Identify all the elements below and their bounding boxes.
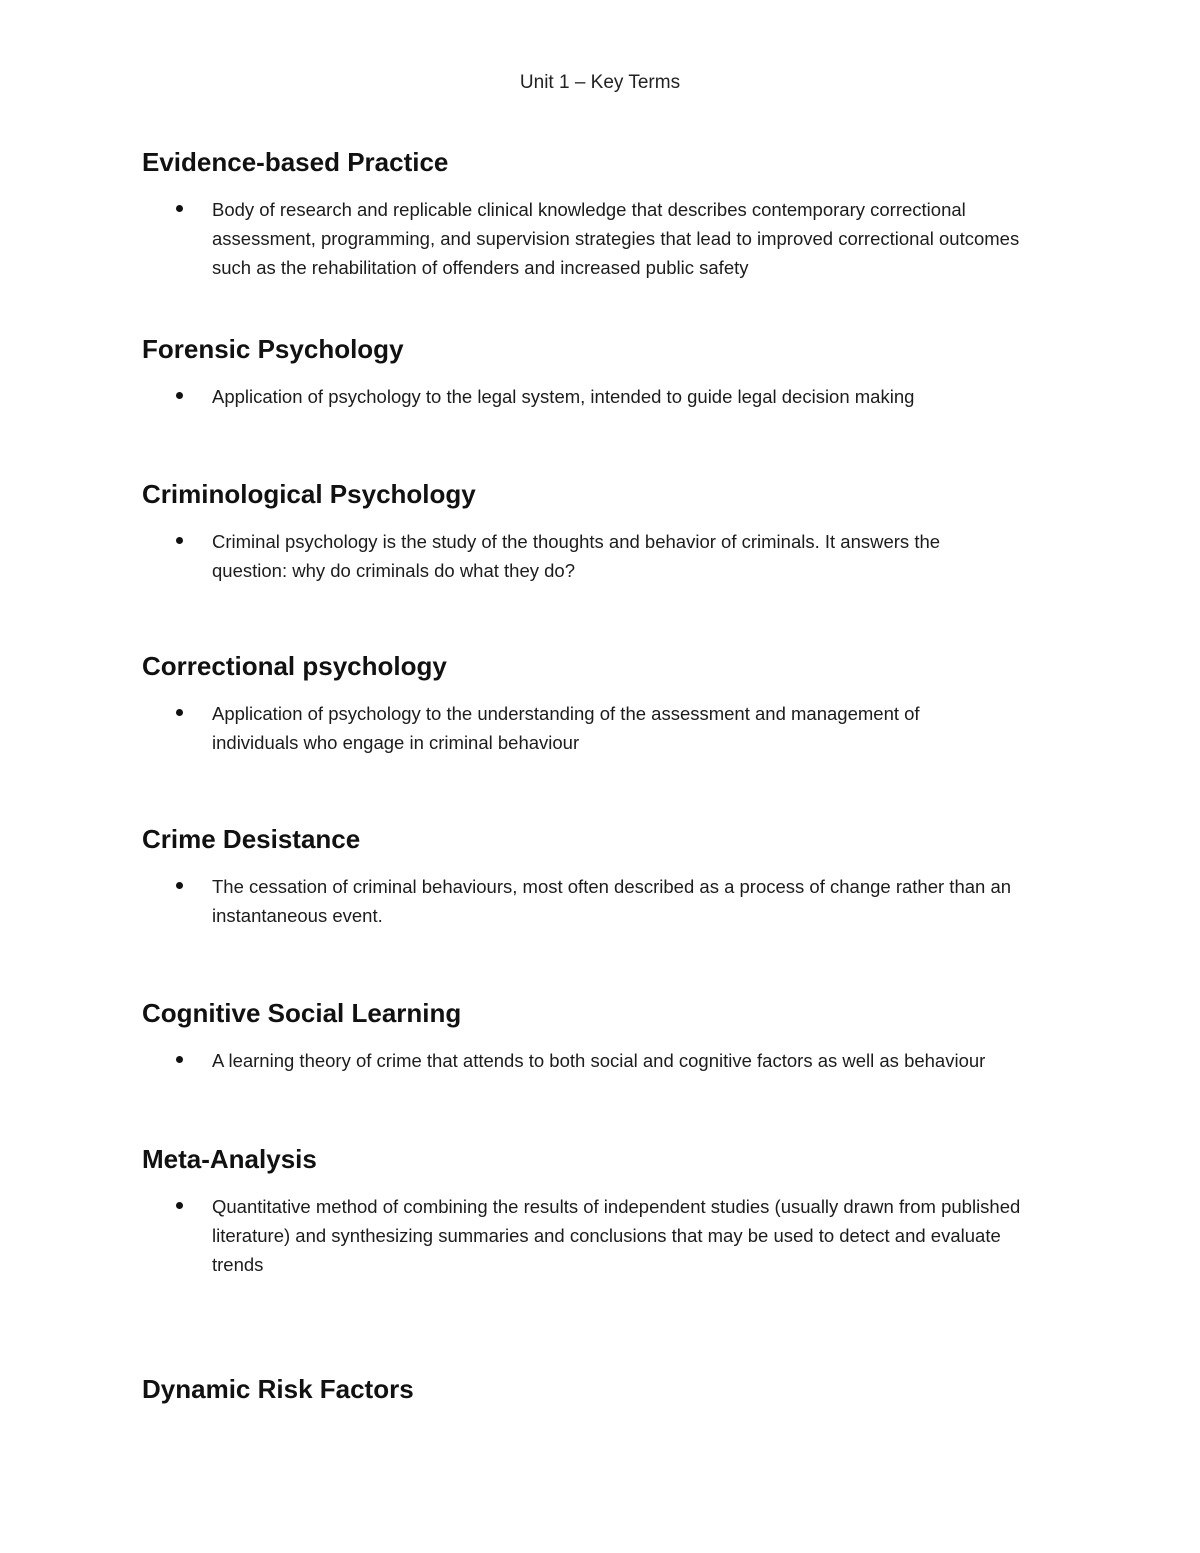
term-heading: Forensic Psychology xyxy=(142,334,404,364)
definition-item xyxy=(142,1046,1082,1075)
definition-list xyxy=(142,699,1082,757)
definition-text: Body of research and replicable clinical knowledge that describes contemporary correctional assessment, programming, and supervision strategies that lead to improved correctional outcomes such as the rehabilitation of offenders and increased public safety xyxy=(212,199,1020,278)
definition-text: Application of psychology to the legal system, intended to guide legal decision making xyxy=(212,386,915,407)
term-heading: Criminological Psychology xyxy=(142,479,476,509)
bullet-icon xyxy=(176,537,183,544)
term-correctional-psychology xyxy=(142,650,1082,757)
term-dynamic-risk-factors xyxy=(142,1373,1082,1405)
definition-item xyxy=(142,872,1072,930)
bullet-icon xyxy=(176,392,183,399)
bullet-icon xyxy=(176,1202,183,1209)
bullet-icon xyxy=(176,709,183,716)
term-heading: Evidence-based Practice xyxy=(142,147,449,177)
term-evidence-based-practice xyxy=(142,146,1082,282)
term-cognitive-social-learning xyxy=(142,997,1082,1075)
definition-text: Application of psychology to the understanding of the assessment and management of individuals who engage in criminal behaviour xyxy=(212,703,920,753)
definition-text: The cessation of criminal behaviours, most often described as a process of change rather than an instantaneous event. xyxy=(212,876,1012,926)
bullet-icon xyxy=(176,882,183,889)
definition-list xyxy=(142,1192,1082,1279)
page-header: Unit 1 – Key Terms xyxy=(519,72,681,93)
bullet-icon xyxy=(176,1056,183,1063)
definition-list xyxy=(142,527,1082,585)
definition-item xyxy=(142,527,1012,585)
term-meta-analysis xyxy=(142,1143,1082,1279)
term-heading: Correctional psychology xyxy=(142,651,447,681)
term-criminological-psychology xyxy=(142,478,1082,585)
definition-item xyxy=(142,382,1082,411)
term-forensic-psychology xyxy=(142,333,1082,411)
definition-item xyxy=(142,1192,1042,1279)
term-heading: Cognitive Social Learning xyxy=(142,998,462,1028)
definition-text: A learning theory of crime that attends to both social and cognitive factors as well as behaviour xyxy=(212,1050,986,1071)
definition-list xyxy=(142,1046,1082,1075)
definition-item xyxy=(142,195,1032,282)
term-crime-desistance xyxy=(142,823,1082,930)
definition-list xyxy=(142,195,1082,282)
term-heading: Dynamic Risk Factors xyxy=(142,1374,414,1404)
definition-list xyxy=(142,872,1082,930)
definition-text: Quantitative method of combining the results of independent studies (usually drawn from published literature) and synthesizing summaries and conclusions that may be used to detect and evaluate trends xyxy=(212,1196,1021,1275)
definition-list xyxy=(142,382,1082,411)
term-heading: Meta-Analysis xyxy=(142,1144,317,1174)
term-heading: Crime Desistance xyxy=(142,824,361,854)
definition-item xyxy=(142,699,992,757)
definition-text: Criminal psychology is the study of the thoughts and behavior of criminals. It answers the question: why do criminals do what they do? xyxy=(212,531,941,581)
bullet-icon xyxy=(176,205,183,212)
